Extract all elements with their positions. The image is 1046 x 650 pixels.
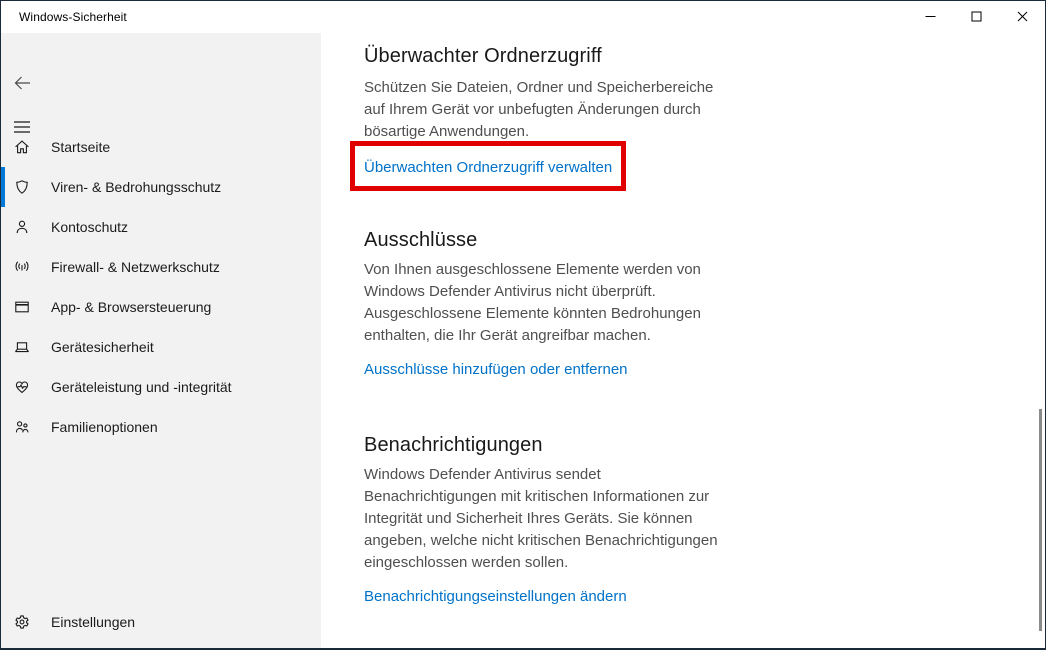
gear-icon	[14, 614, 30, 630]
section-body: Windows Defender Antivirus sendet Benachrichtigungen mit kritischen Informationen zur Integrität und Sicherheit Ihres Geräts. Sie können angeben, welche nicht kritischen Benachrichtigungen eingeschlossen werden sollen.	[364, 466, 718, 571]
heart-pulse-icon	[14, 379, 30, 395]
section-heading: Ausschlüsse	[364, 229, 478, 251]
home-icon	[14, 139, 30, 155]
minimize-icon	[925, 11, 936, 22]
main-content	[321, 33, 1044, 647]
sidebar-item-kontoschutz[interactable]	[1, 207, 321, 247]
sidebar-item-label: Familienoptionen	[51, 419, 158, 435]
app-window-icon	[14, 299, 30, 315]
sidebar-item-label: Einstellungen	[51, 614, 136, 630]
sidebar-item-label: Viren- & Bedrohungsschutz	[51, 179, 222, 195]
section-heading: Benachrichtigungen	[364, 434, 543, 456]
sidebar-item-startseite[interactable]	[1, 127, 321, 167]
section-ausschluesse	[364, 227, 1044, 379]
section-ueberwachter-ordnerzugriff	[364, 43, 1044, 191]
sidebar-item-firewall-netzwerkschutz[interactable]	[1, 247, 321, 287]
caption-buttons	[907, 1, 1045, 32]
back-arrow-icon	[14, 75, 31, 91]
sidebar-item-viren-bedrohungsschutz[interactable]	[1, 167, 321, 207]
sidebar-item-label: Kontoschutz	[51, 219, 129, 235]
close-button[interactable]	[999, 1, 1045, 32]
minimize-button[interactable]	[907, 1, 953, 32]
sidebar-item-geraeteleistung-integritaet[interactable]	[1, 367, 321, 407]
sidebar-item-label: Gerätesicherheit	[51, 339, 154, 355]
change-notification-settings-link[interactable]: Benachrichtigungseinstellungen ändern	[364, 588, 627, 605]
maximize-icon	[971, 11, 982, 22]
network-icon	[14, 259, 30, 275]
scrollbar-thumb[interactable]	[1039, 409, 1042, 631]
section-heading: Überwachter Ordnerzugriff	[364, 45, 602, 67]
close-icon	[1017, 11, 1028, 22]
sidebar-settings	[1, 602, 321, 642]
sidebar-item-label: Firewall- & Netzwerkschutz	[51, 259, 220, 275]
sidebar-item-app-browsersteuerung[interactable]	[1, 287, 321, 327]
section-body: Schützen Sie Dateien, Ordner und Speicherbereiche auf Ihrem Gerät vor unbefugten Änderungen durch bösartige Anwendungen.	[364, 79, 714, 140]
sidebar-nav	[1, 127, 321, 447]
back-button[interactable]	[1, 65, 49, 101]
add-remove-exclusions-link[interactable]: Ausschlüsse hinzufügen oder entfernen	[364, 361, 628, 378]
sidebar-item-geraetesicherheit[interactable]	[1, 327, 321, 367]
sidebar-item-label: Geräteleistung und -integrität	[51, 379, 232, 395]
sidebar-item-einstellungen[interactable]	[1, 602, 321, 642]
titlebar	[1, 1, 1045, 33]
sidebar-item-label: App- & Browsersteuerung	[51, 299, 212, 315]
section-body: Von Ihnen ausgeschlossene Elemente werden von Windows Defender Antivirus nicht überprüft. Ausgeschlossene Elemente könnten Bedrohungen enthalten, die Ihr Gerät angreifbar machen.	[364, 261, 701, 344]
scrollbar-track[interactable]	[1036, 33, 1044, 646]
sidebar-item-familienoptionen[interactable]	[1, 407, 321, 447]
person-icon	[14, 219, 30, 235]
section-benachrichtigungen	[364, 432, 1044, 606]
shield-icon	[14, 179, 30, 195]
laptop-icon	[14, 339, 30, 355]
highlight-box	[350, 141, 626, 191]
family-icon	[14, 419, 30, 435]
sidebar-item-label: Startseite	[51, 139, 111, 155]
maximize-button[interactable]	[953, 1, 999, 32]
manage-controlled-folder-access-link[interactable]: Überwachten Ordnerzugriff verwalten	[364, 159, 613, 176]
sidebar	[1, 33, 321, 648]
window-title: Windows-Sicherheit	[19, 10, 127, 24]
